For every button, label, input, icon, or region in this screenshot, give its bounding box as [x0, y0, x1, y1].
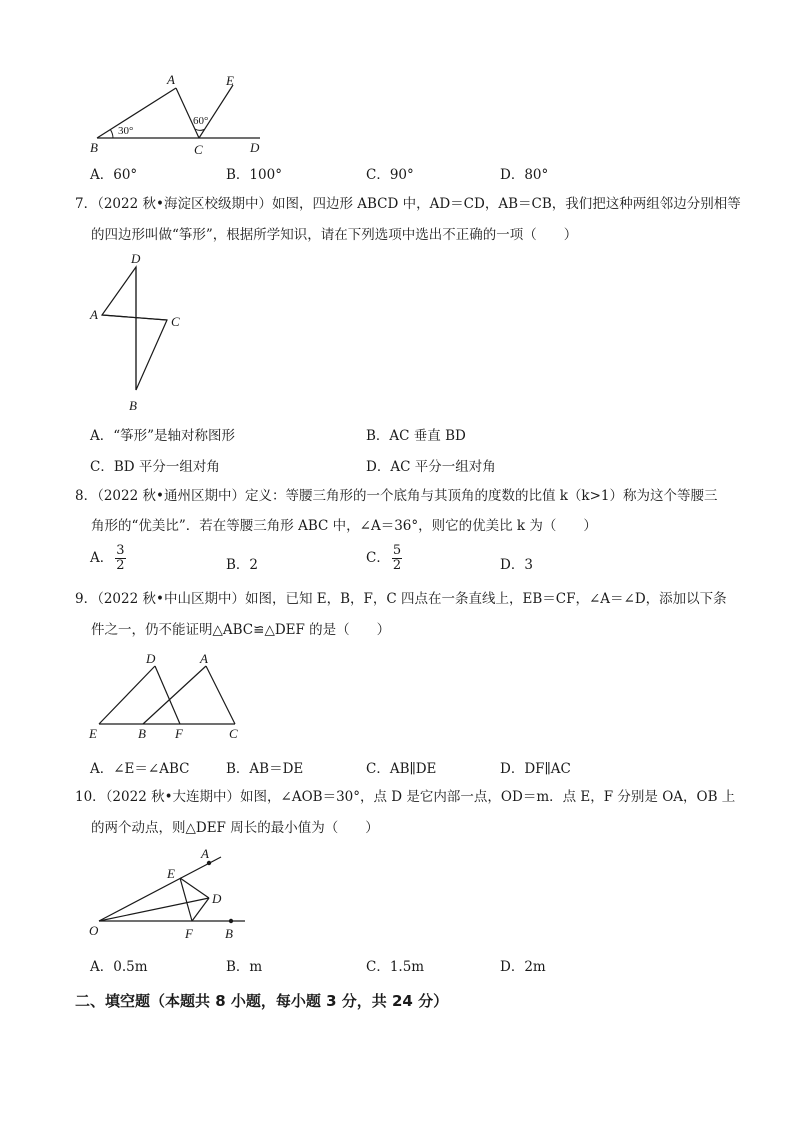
q6-option-b: B．100° — [226, 167, 282, 183]
q9-label-b: B — [138, 726, 146, 741]
q8-stem-line1: 8．（2022 秋•通州区期中）定义：等腰三角形的一个底角与其顶角的度数的比值 k（k>1）称为这个等腰三 — [75, 488, 718, 504]
q9-option-a: A．∠E＝∠ABC — [90, 761, 190, 777]
q10-label-f: F — [185, 926, 193, 941]
q8-option-b: B．2 — [226, 557, 259, 573]
q7-option-a: A．“筝形”是轴对称图形 — [90, 428, 236, 444]
q8-option-c — [366, 544, 402, 573]
q9-figure — [85, 645, 255, 745]
q7-option-c: C．BD 平分一组对角 — [90, 459, 220, 475]
section-2-heading: 二、填空题（本题共 8 小题，每小题 3 分，共 24 分） — [75, 992, 449, 1010]
q10-stem-line1: 10．（2022 秋•大连期中）如图，∠AOB＝30°，点 D 是它内部一点，OD＝m．点 E，F 分别是 OA，OB 上 — [75, 789, 736, 805]
q8-option-d: D．3 — [500, 557, 533, 573]
q6-angle-b-label: 30° — [118, 125, 134, 137]
q7-figure — [85, 250, 195, 420]
q6-angle-c-label: 60° — [193, 115, 209, 127]
q8-option-a-numerator: 3 — [116, 543, 125, 558]
q9-label-e: E — [89, 726, 97, 741]
q8-option-a-label: A． — [90, 550, 114, 566]
q9-line-df — [155, 666, 180, 724]
q10-stem-line2: 的两个动点，则△DEF 周长的最小值为（ ） — [91, 820, 379, 836]
q8-option-c-label: C． — [366, 550, 390, 566]
q9-option-b: B．AB＝DE — [226, 761, 304, 777]
q8-option-a — [90, 544, 126, 573]
q10-option-b: B．m — [226, 959, 263, 975]
q6-option-d: D．80° — [500, 167, 549, 183]
q7-label-b: B — [129, 398, 137, 413]
q9-line-ed — [99, 666, 155, 724]
q8-option-c-fraction — [392, 544, 402, 573]
q6-line-ac — [176, 88, 199, 138]
q7-stem-line2: 的四边形叫做“筝形”，根据所学知识，请在下列选项中选出不正确的一项（ ） — [91, 227, 578, 243]
q8-stem-line2: 角形的“优美比”．若在等腰三角形 ABC 中，∠A＝36°，则它的优美比 k 为（ ） — [91, 518, 597, 534]
q9-stem-line2: 件之一，仍不能证明△ABC≌△DEF 的是（ ） — [91, 622, 391, 638]
q6-label-c: C — [194, 142, 203, 157]
q10-figure — [85, 840, 265, 950]
q6-line-ba — [97, 88, 176, 138]
q10-option-c: C．1.5m — [366, 959, 425, 975]
q7-diagonal-ac — [102, 315, 167, 320]
q9-option-c: C．AB∥DE — [366, 761, 437, 777]
q10-label-b: B — [225, 926, 233, 941]
q7-stem-line1: 7．（2022 秋•海淀区校级期中）如图，四边形 ABCD 中，AD＝CD，AB＝CB，我们把这种两组邻边分别相等 — [75, 196, 741, 212]
q7-option-d: D．AC 平分一组对角 — [366, 459, 496, 475]
q7-label-d: D — [131, 251, 141, 266]
q8-option-c-numerator: 5 — [392, 543, 402, 558]
q10-segment-od — [99, 898, 209, 921]
q9-option-d: D．DF∥AC — [500, 761, 571, 777]
q6-label-b: B — [90, 140, 98, 155]
q9-stem-line1: 9．（2022 秋•中山区期中）如图，已知 E，B，F，C 四点在一条直线上，EB＝CF，∠A＝∠D，添加以下条 — [75, 591, 727, 607]
q9-line-ac — [206, 666, 235, 724]
q9-label-a: A — [200, 651, 208, 666]
q9-label-d: D — [146, 651, 156, 666]
q10-label-a: A — [201, 846, 209, 861]
q10-point-a — [207, 861, 211, 865]
q6-angle-c-arc — [195, 129, 204, 130]
q6-option-a: A．60° — [90, 167, 138, 183]
q6-label-d: D — [250, 140, 260, 155]
q10-label-o: O — [89, 923, 99, 938]
q10-point-b — [229, 919, 233, 923]
q9-label-c: C — [229, 726, 238, 741]
q9-line-ba — [143, 666, 206, 724]
q7-quadrilateral — [102, 267, 167, 390]
q6-label-e: E — [226, 73, 234, 88]
q8-option-a-denominator: 2 — [116, 558, 125, 573]
q10-label-e: E — [167, 866, 175, 881]
q8-option-c-denominator: 2 — [392, 558, 402, 573]
q6-label-a: A — [167, 72, 175, 87]
q7-label-a: A — [90, 307, 98, 322]
q9-label-f: F — [175, 726, 183, 741]
q6-line-ce — [199, 85, 233, 138]
q6-angle-b-arc — [111, 130, 114, 138]
q10-ray-oa — [99, 857, 221, 921]
q10-option-a: A．0.5m — [90, 959, 148, 975]
q10-label-d: D — [212, 891, 222, 906]
q10-option-d: D．2m — [500, 959, 546, 975]
q7-label-c: C — [171, 314, 180, 329]
q8-option-a-fraction — [115, 544, 125, 573]
q6-option-c: C．90° — [366, 167, 414, 183]
q6-figure — [85, 70, 275, 160]
q7-option-b: B．AC 垂直 BD — [366, 428, 466, 444]
